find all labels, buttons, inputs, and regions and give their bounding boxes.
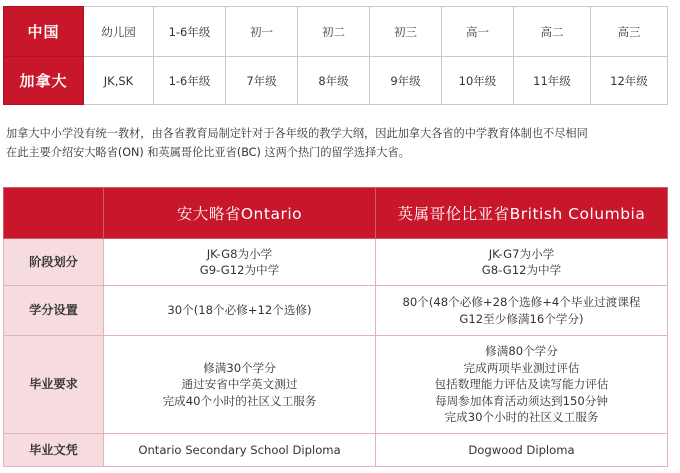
grade-cell: 11年级 (514, 57, 591, 105)
grade-cell: 高一 (442, 7, 514, 57)
grade-cell: 1-6年级 (154, 7, 226, 57)
table-row (4, 239, 668, 286)
ontario-cell (104, 434, 376, 467)
grade-cell: 高二 (514, 7, 591, 57)
cell-line: G12至少修满16个学分) (459, 311, 584, 326)
china-grade-row (4, 7, 668, 57)
bc-cell (376, 434, 668, 467)
cell-line: 完成两项毕业测过评估 (463, 360, 580, 375)
grade-cell: 9年级 (370, 57, 442, 105)
intro-line: 在此主要介绍安大略省(ON) 和英属哥伦比亚省(BC) 这两个热门的留学选择大省。 (6, 146, 410, 159)
cell-line: 包括数理能力评估及读写能力评估 (434, 377, 609, 392)
ontario-cell (104, 336, 376, 434)
cell-line: JK-G8为小学 (206, 246, 273, 261)
intro-paragraph (6, 124, 674, 162)
cell-line: 修满80个学分 (485, 344, 558, 359)
grade-cell: 高三 (591, 7, 668, 57)
bc-cell (376, 239, 668, 286)
bc-cell (376, 286, 668, 336)
row-label-credits: 学分设置 (4, 286, 104, 336)
cell-line: 完成30个小时的社区义工服务 (444, 410, 599, 425)
cell-line: G8-G12为中学 (481, 263, 562, 277)
cell-line: 完成40个小时的社区义工服务 (162, 393, 317, 408)
canada-grade-row (4, 57, 668, 105)
ontario-header: 安大略省Ontario (104, 188, 376, 239)
row-label-diploma: 毕业文凭 (4, 434, 104, 467)
cell-line: Dogwood Diploma (468, 442, 575, 457)
grade-cell: 初二 (298, 7, 370, 57)
cell-line: JK-G7为小学 (488, 246, 555, 261)
china-label: 中国 (4, 7, 84, 57)
cell-line: 30个(18个必修+12个选修) (167, 303, 312, 318)
grade-cell: 初三 (370, 7, 442, 57)
grade-comparison-table (3, 6, 668, 105)
cell-line: 修满30个学分 (203, 360, 276, 375)
table-row (4, 286, 668, 336)
grade-cell: 12年级 (591, 57, 668, 105)
grade-cell: JK,SK (84, 57, 154, 105)
bc-header: 英属哥伦比亚省British Columbia (376, 188, 668, 239)
grade-cell: 初一 (226, 7, 298, 57)
cell-line: 通过安省中学英文测过 (181, 377, 298, 392)
row-label-stages: 阶段划分 (4, 239, 104, 286)
grade-cell: 幼儿园 (84, 7, 154, 57)
ontario-cell (104, 239, 376, 286)
cell-line: 每周参加体育活动须达到150分钟 (435, 393, 608, 408)
grade-cell: 1-6年级 (154, 57, 226, 105)
table-row (4, 336, 668, 434)
grade-cell: 8年级 (298, 57, 370, 105)
cell-line: G9-G12为中学 (199, 263, 280, 277)
header-corner (4, 188, 104, 239)
bc-cell (376, 336, 668, 434)
grade-cell: 7年级 (226, 57, 298, 105)
province-comparison-table (3, 187, 668, 467)
cell-line: 80个(48个必修+28个选修+4个毕业过渡课程 (402, 295, 641, 309)
ontario-cell (104, 286, 376, 336)
intro-line: 加拿大中小学没有统一教材，由各省教育局制定针对于各年级的教学大纲，因此加拿大各省的中学教育体制也不尽相同 (6, 127, 588, 140)
cell-line: Ontario Secondary School Diploma (138, 442, 341, 457)
province-header-row (4, 188, 668, 239)
row-label-graduation: 毕业要求 (4, 336, 104, 434)
grade-cell: 10年级 (442, 57, 514, 105)
table-row (4, 434, 668, 467)
canada-label: 加拿大 (4, 57, 84, 105)
